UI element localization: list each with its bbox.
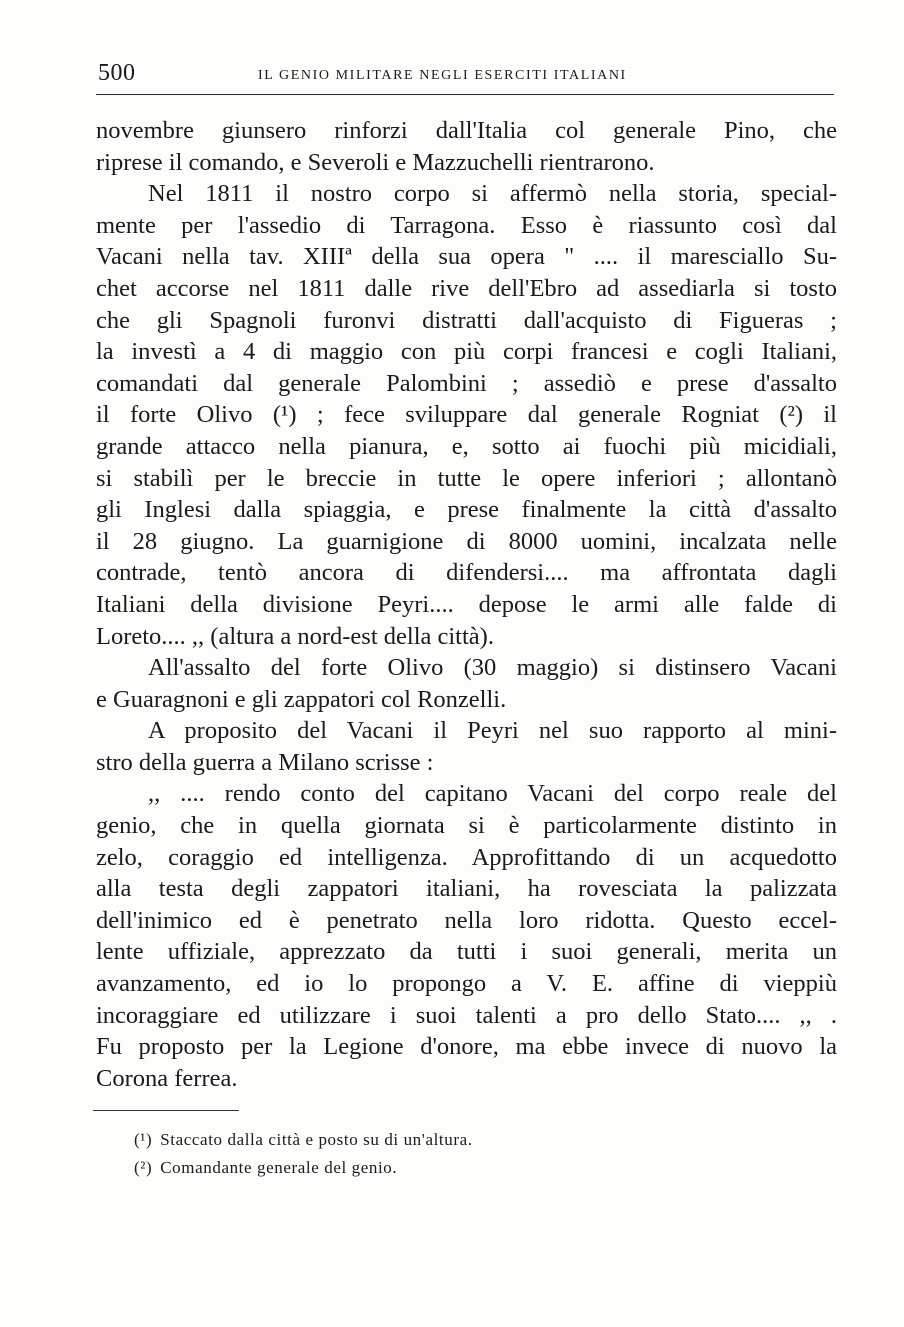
text-line: il forte Olivo (¹) ; fece sviluppare dal generale Rogniat (²) il (96, 401, 837, 429)
body-text (96, 115, 837, 1094)
text-line: Loreto.... ,, (altura a nord-est della città). (96, 622, 494, 650)
text-line: Fu proposto per la Legione d'onore, ma ebbe invece di nuovo la (96, 1033, 837, 1061)
text-line: riprese il comando, e Severoli e Mazzuchelli rientrarono. (96, 148, 655, 176)
footnote-marker: (²) (134, 1158, 153, 1177)
running-title: IL GENIO MILITARE NEGLI ESERCITI ITALIANI (258, 68, 627, 83)
text-line: mente per l'assedio di Tarragona. Esso è riassunto così dal (96, 211, 837, 239)
footnote-2 (134, 1154, 694, 1182)
text-line: la investì a 4 di maggio con più corpi francesi e cogli Italiani, (96, 338, 837, 366)
text-line: lente uffiziale, apprezzato da tutti i suoi generali, merita un (96, 938, 837, 966)
text-line: chet accorse nel 1811 dalle rive dell'Ebro ad assediarla si tosto (96, 274, 837, 302)
text-line: Nel 1811 il nostro corpo si affermò nella storia, special- (148, 180, 837, 208)
text-line: stro della guerra a Milano scrisse : (96, 748, 434, 776)
text-line: alla testa degli zappatori italiani, ha rovesciata la palizzata (96, 875, 837, 903)
text-line: avanzamento, ed io lo propongo a V. E. affine di vieppiù (96, 970, 837, 998)
text-line: novembre giunsero rinforzi dall'Italia col generale Pino, che (96, 117, 837, 144)
text-line: Corona ferrea. (96, 1064, 238, 1092)
footnote-text: Staccato dalla città e posto su di un'altura. (160, 1130, 473, 1149)
text-line: e Guaragnoni e gli zappatori col Ronzelli. (96, 685, 507, 713)
text-line: All'assalto del forte Olivo (30 maggio) si distinsero Vacani (148, 654, 837, 682)
footnote-marker: (¹) (134, 1130, 153, 1149)
text-line: incoraggiare ed utilizzare i suoi talenti a pro dello Stato.... ,, . (96, 1001, 837, 1029)
text-line: si stabilì per le breccie in tutte le opere inferiori ; allontanò (96, 464, 837, 492)
text-line: gli Inglesi dalla spiaggia, e prese finalmente la città d'assalto (96, 496, 837, 524)
page-header (96, 60, 834, 95)
footnotes (134, 1126, 694, 1182)
footnote-1 (134, 1126, 694, 1154)
text-line: comandati dal generale Palombini ; assediò e prese d'assalto (96, 369, 837, 397)
text-line: genio, che in quella giornata si è particolarmente distinto in (96, 812, 837, 840)
footnote-divider (93, 1110, 239, 1111)
text-line: grande attacco nella pianura, e, sotto ai fuochi più micidiali, (96, 432, 837, 460)
footnote-text: Comandante generale del genio. (160, 1158, 398, 1177)
text-line: ,, .... rendo conto del capitano Vacani del corpo reale del (148, 780, 837, 808)
page-number: 500 (98, 60, 136, 86)
text-line: Vacani nella tav. XIIIª della sua opera " .... il maresciallo Su- (96, 243, 837, 271)
text-line: il 28 giugno. La guarnigione di 8000 uomini, incalzata nelle (96, 527, 837, 555)
text-line: A proposito del Vacani il Peyri nel suo rapporto al mini- (148, 717, 837, 745)
text-line: contrade, tentò ancora di difendersi.... ma affrontata dagli (96, 559, 837, 587)
text-line: Italiani della divisione Peyri.... depose le armi alle falde di (96, 590, 837, 618)
text-line: che gli Spagnoli furonvi distratti dall'acquisto di Figueras ; (96, 306, 837, 334)
text-line: zelo, coraggio ed intelligenza. Approfittando di un acquedotto (96, 843, 837, 871)
text-line: dell'inimico ed è penetrato nella loro ridotta. Questo eccel- (96, 906, 837, 934)
